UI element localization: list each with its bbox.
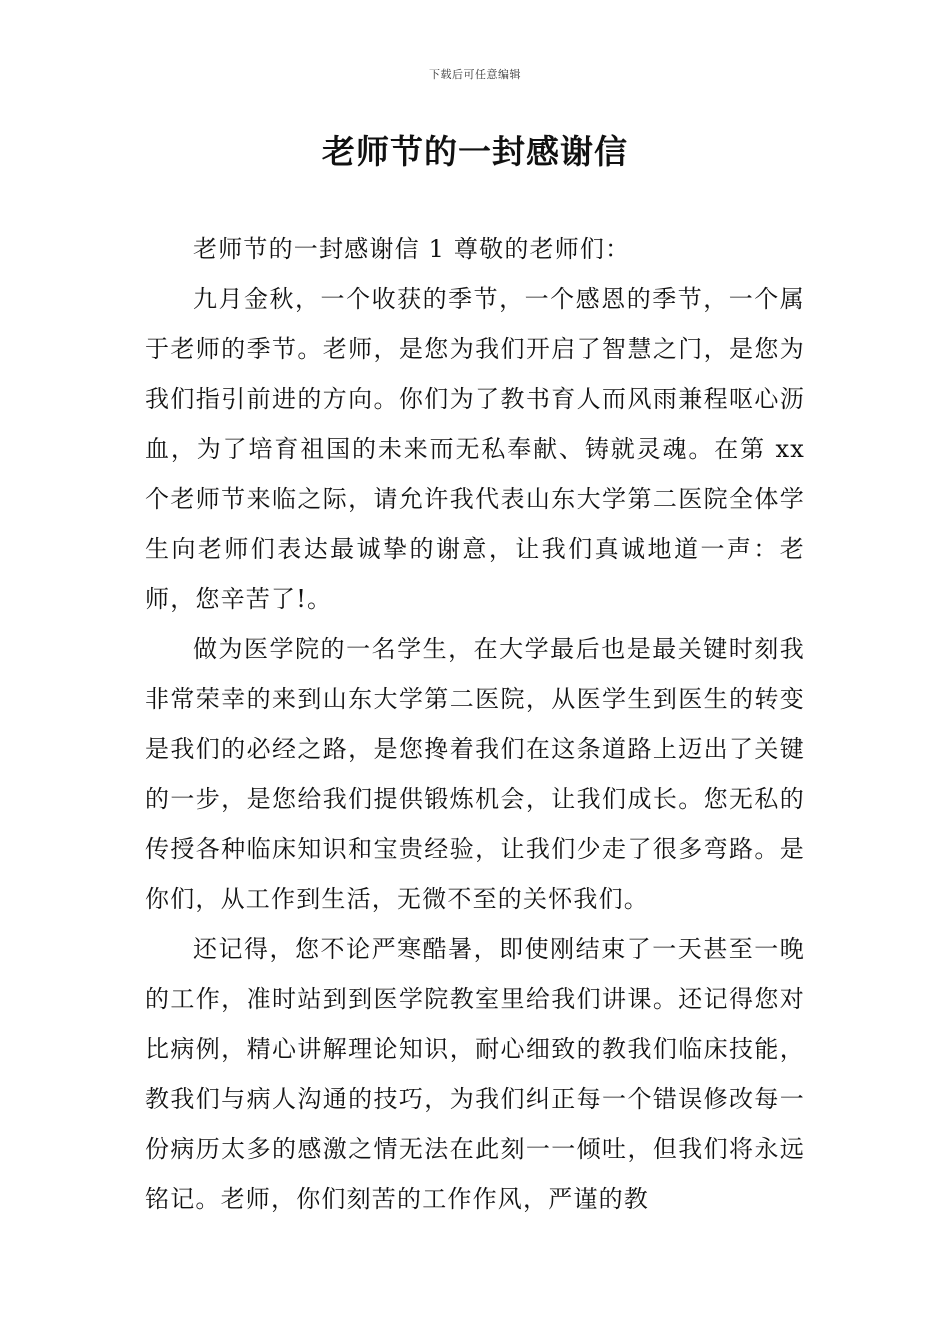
paragraph-salutation: 老师节的一封感谢信 1 尊敬的老师们：	[193, 235, 631, 263]
paragraph-3: 还记得，您不论严寒酷暑，即使刚结束了一天甚至一晚的工作，准时站到到医学院教室里给我们讲课。还记得您对比病例，精心讲解理论知识，耐心细致的教我们临床技能，教我们与病人沟通的技巧，为我们纠正每一个错误修改每一份病历太多的感激之情无法在此刻一一倾吐，但我们将永远铭记。老师，你们刻苦的工作作风，严谨的教	[145, 935, 805, 1213]
document-title: 老师节的一封感谢信	[322, 132, 628, 171]
header-note: 下载后可任意编辑	[429, 68, 521, 81]
paragraph-2: 做为医学院的一名学生，在大学最后也是最关键时刻我非常荣幸的来到山东大学第二医院，从医学生到医生的转变是我们的必经之路，是您搀着我们在这条道路上迈出了关键的一步，是您给我们提供锻炼机会，让我们成长。您无私的传授各种临床知识和宝贵经验，让我们少走了很多弯路。是你们，从工作到生活，无微不至的关怀我们。	[145, 635, 805, 913]
document-body	[145, 224, 805, 1224]
paragraph-1: 九月金秋，一个收获的季节，一个感恩的季节，一个属于老师的季节。老师，是您为我们开启了智慧之门，是您为我们指引前进的方向。你们为了教书育人而风雨兼程呕心沥血，为了培育祖国的未来而无私奉献、铸就灵魂。在第 xx 个老师节来临之际，请允许我代表山东大学第二医院全体学生向老师们表达最诚挚的谢意，让我们真诚地道一声：老师，您辛苦了!。	[145, 285, 805, 613]
